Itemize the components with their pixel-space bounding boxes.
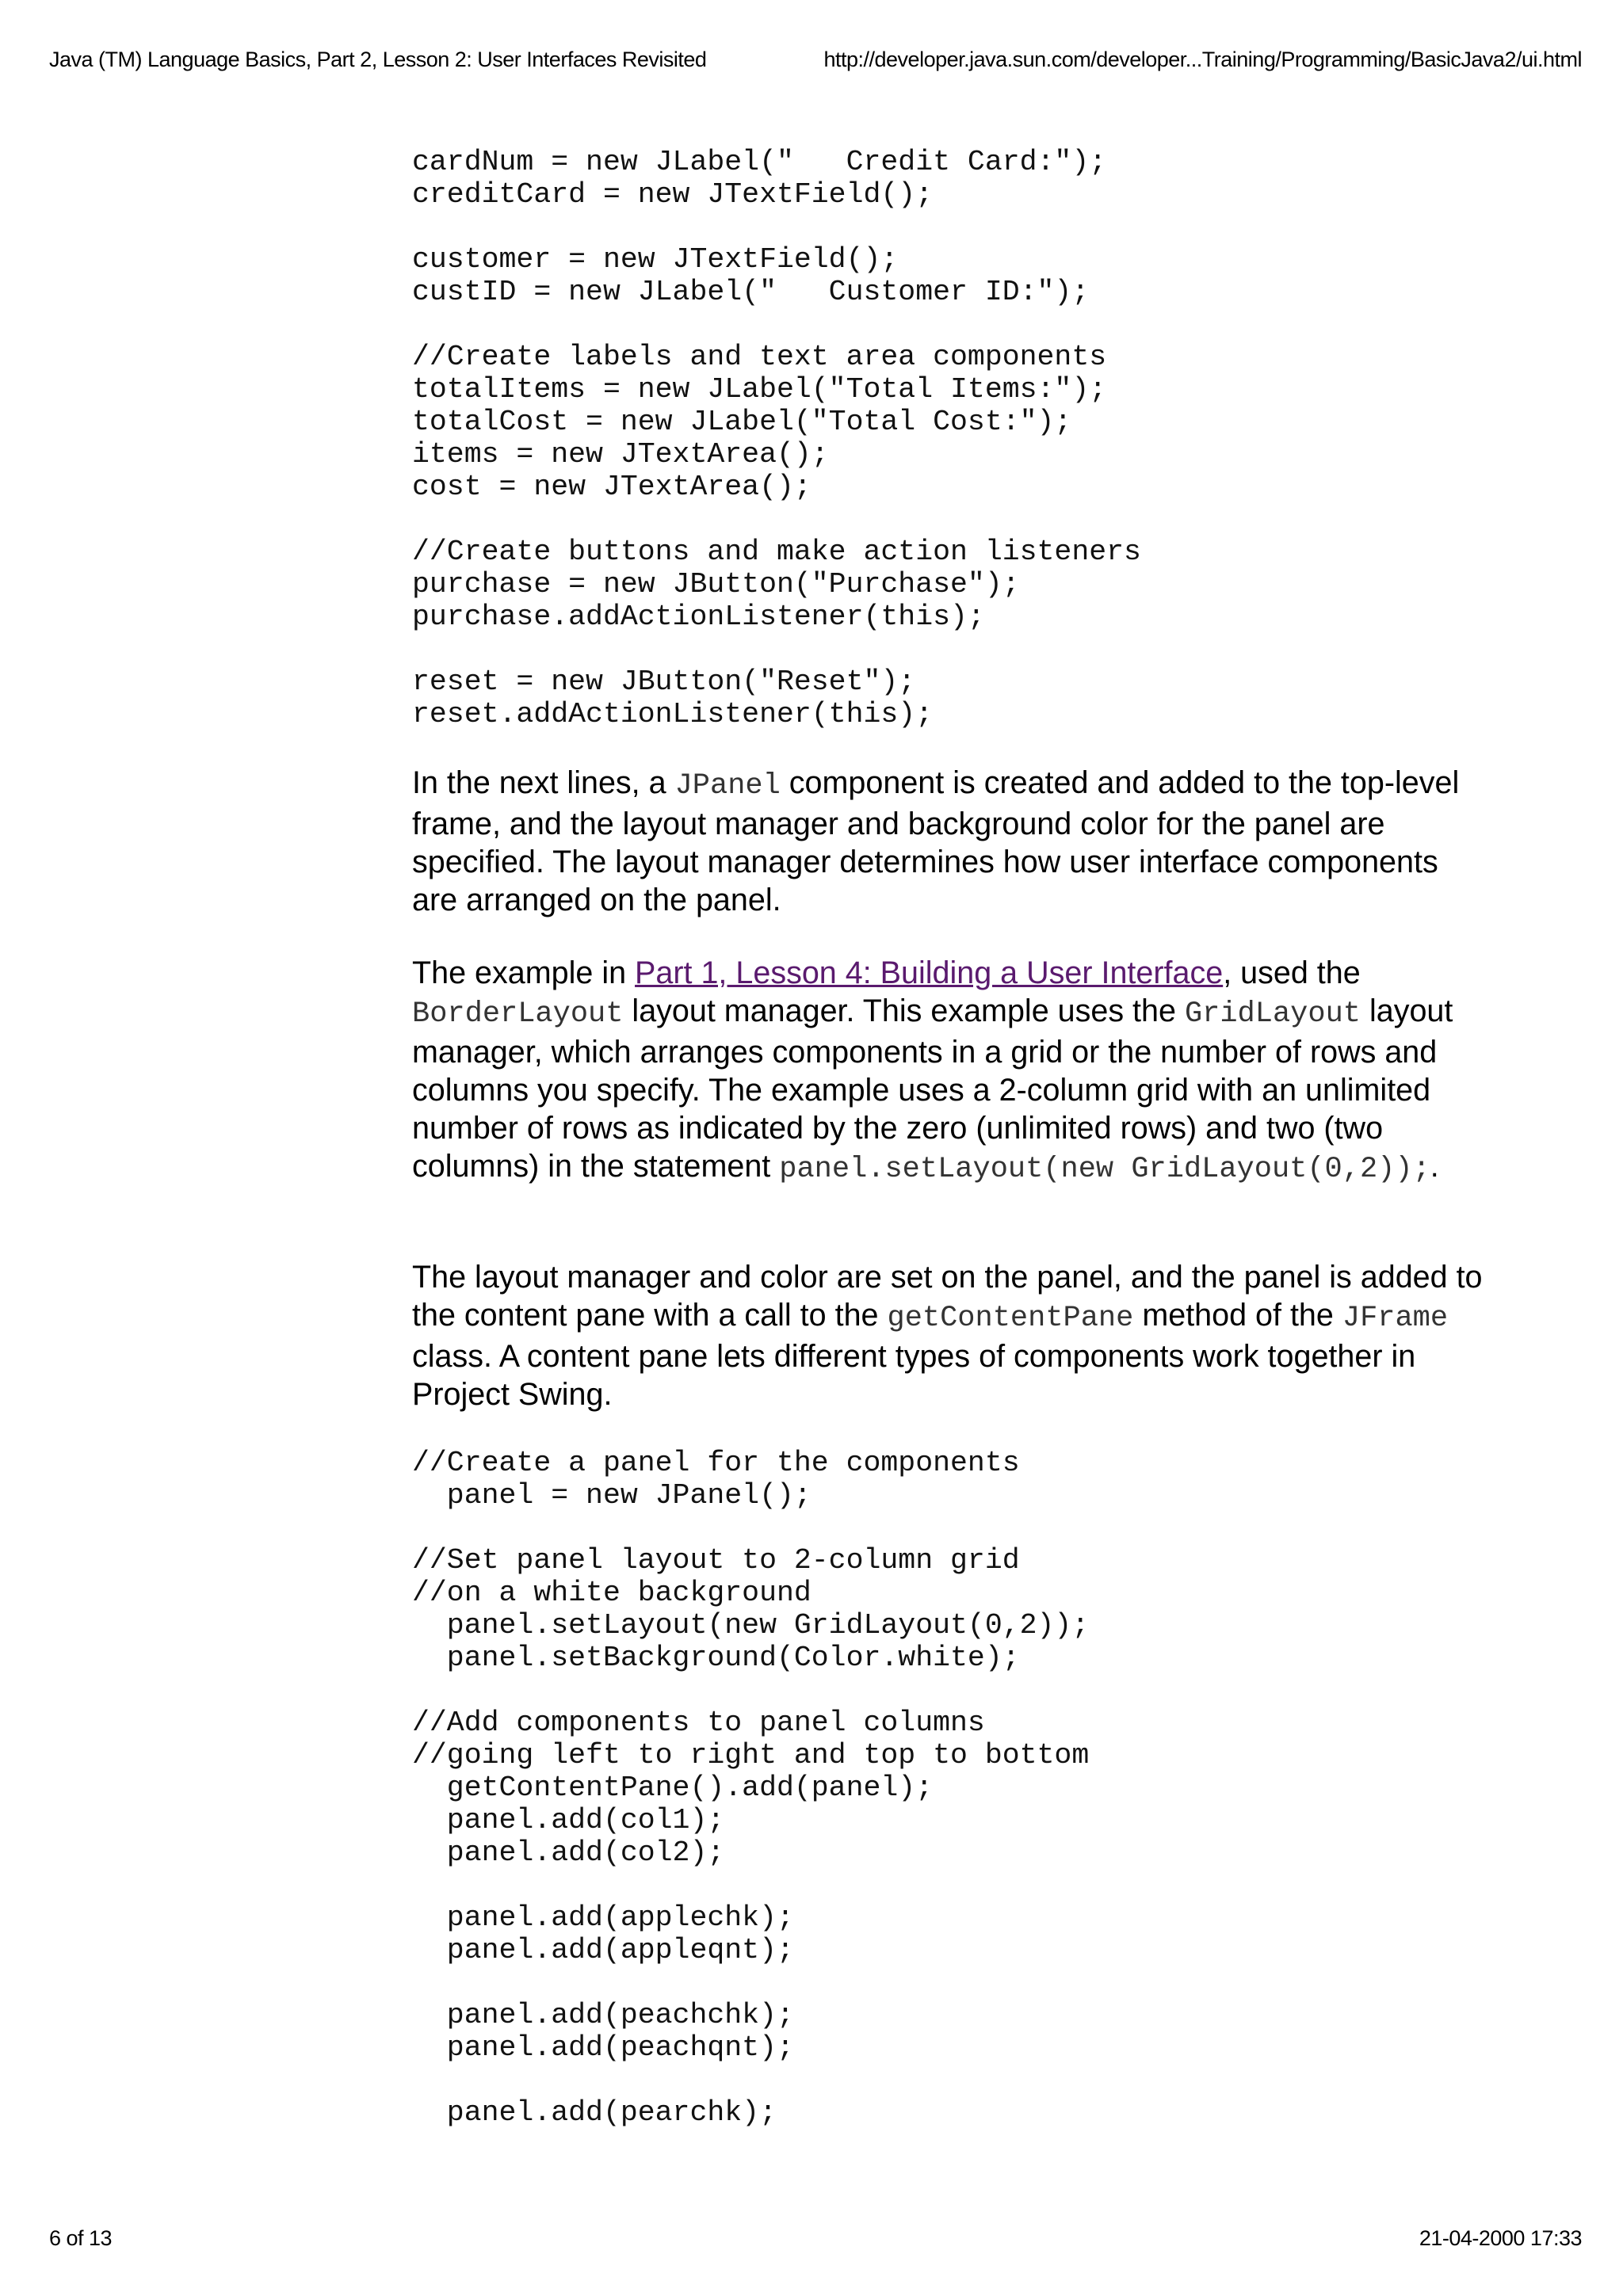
para-text: layout manager, which arranges components in a grid or the number of rows and columns you specify. The example uses a 2-column grid with an unlimited number of rows as indicated by the zero (unlimited rows) and two (two columns) in the statement [412, 994, 1453, 1184]
paragraph-jpanel [412, 764, 1490, 919]
para-text: layout manager. This example uses the [623, 994, 1185, 1028]
inline-code: panel.setLayout(new GridLayout(0,2)); [779, 1153, 1430, 1186]
inline-code: JFrame [1342, 1302, 1449, 1335]
inline-code: GridLayout [1184, 997, 1361, 1031]
code-block-components: cardNum = new JLabel(" Credit Card:"); creditCard = new JTextField(); customer = new JTextField(); custID = new JLabel(" Customer ID:"); //Create labels and text area components totalItems = new JLabel("Total Items:"); totalCost = new JLabel("Total Cost:"); items = new JTextArea(); cost = new JTextArea(); //Create buttons and make action listeners purchase = new JButton("Purchase"); purchase.addActionListener(this); reset = new JButton("Reset"); reset.addActionListener(this); [412, 146, 1141, 730]
code-block-panel: //Create a panel for the components panel = new JPanel(); //Set panel layout to 2-column grid //on a white background panel.setLayout(new GridLayout(0,2)); panel.setBackground(Color.white); //Add components to panel columns //going left to right and top to bottom getContentPane().add(panel); panel.add(col1); panel.add(col2); panel.add(applechk); panel.add(appleqnt); panel.add(peachchk); panel.add(peachqnt); panel.add(pearchk); [412, 1447, 1090, 2129]
page-header-title: Java (TM) Language Basics, Part 2, Lesson 2: User Interfaces Revisited [49, 48, 707, 71]
inline-code: JPanel [674, 769, 781, 803]
paragraph-content-pane [412, 1258, 1490, 1413]
print-timestamp: 21-04-2000 17:33 [1419, 2226, 1582, 2250]
para-text: In the next lines, a [412, 765, 675, 800]
page-number: 6 of 13 [49, 2226, 113, 2250]
para-text: method of the [1133, 1298, 1342, 1333]
para-text: component is created and added to the top-level frame, and the layout manager and background color for the panel are specified. The layout manager determines how user interface components are arranged on the panel. [412, 765, 1460, 917]
para-text: . [1430, 1149, 1439, 1184]
para-text: The example in [412, 955, 636, 990]
para-text: , used the [1223, 955, 1361, 990]
inline-code: BorderLayout [412, 997, 624, 1031]
lesson-link[interactable]: Part 1, Lesson 4: Building a User Interface [635, 955, 1224, 990]
inline-code: getContentPane [887, 1302, 1134, 1335]
paragraph-layout-manager [412, 954, 1490, 1188]
para-text: The layout manager and color are set on the panel, and the panel is added to the content pane with a call to the [412, 1260, 1483, 1333]
page-header-url: http://developer.java.sun.com/developer...Training/Programming/BasicJava2/ui.html [823, 48, 1582, 71]
para-text: class. A content pane lets different types of components work together in Project Swing. [412, 1339, 1416, 1412]
